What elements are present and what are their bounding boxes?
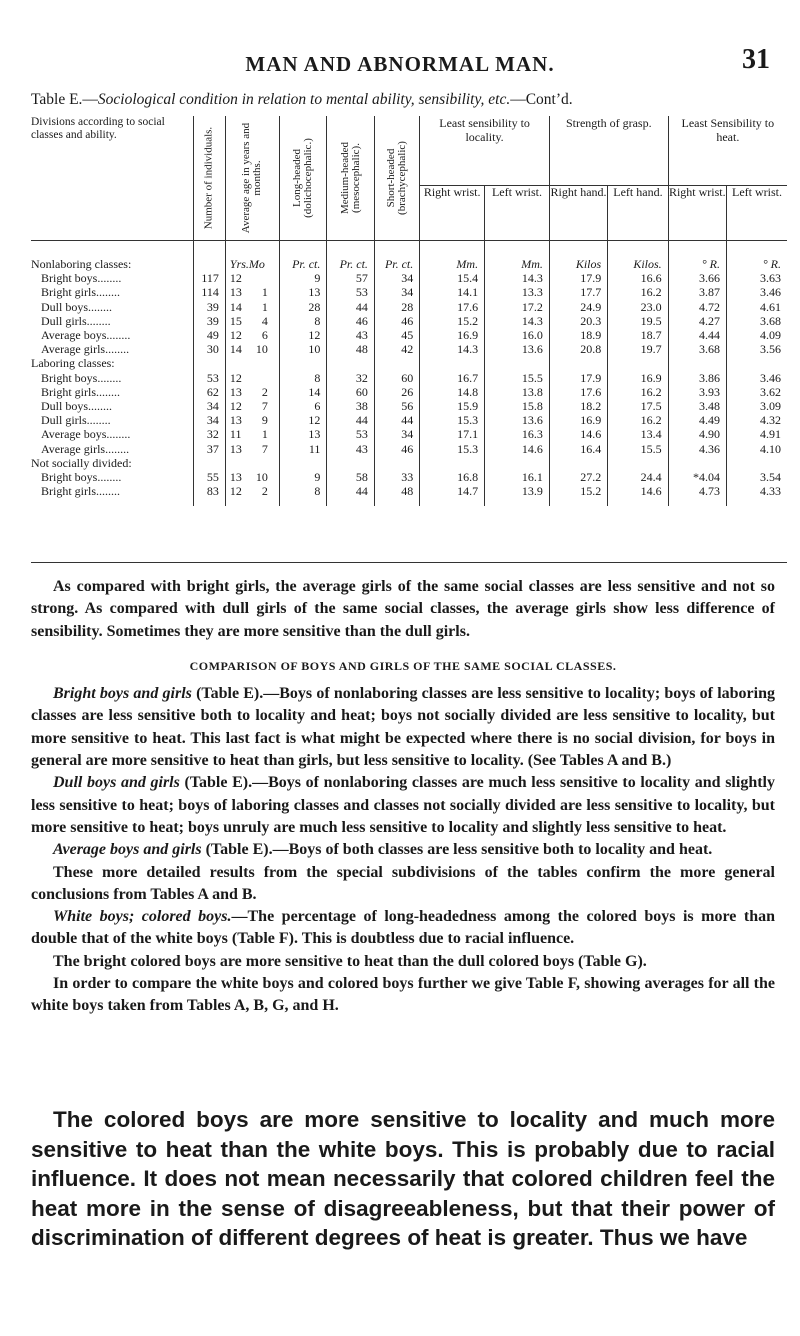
table-cell [327,356,375,370]
unit-label: Mm. [420,241,485,272]
paragraph: The bright colored boys are more sensitive to heat than the dull colored boys (Table G). [53,952,647,970]
cell-number: 39 [193,300,225,314]
cell-gl: 23.0 [608,300,668,314]
table-cell [549,356,607,370]
table-cell [327,456,375,470]
cell-med: 44 [327,413,375,427]
row-label: Average boys........ [41,328,131,343]
table-cell [225,356,279,370]
cell-number: 49 [193,328,225,342]
cell-gl: 13.4 [608,427,668,441]
cell-gl: 14.6 [608,484,668,506]
unit-label: Pr. ct. [374,241,419,272]
cell-number: 53 [193,371,225,385]
table-cell [420,456,485,470]
cell-hr: 3.66 [668,271,726,285]
unit-label [193,241,225,272]
table-cell [193,356,225,370]
cell-gl: 24.4 [608,470,668,484]
cell-lr: 17.6 [420,300,485,314]
table-group-header [31,456,787,470]
row-label: Dull girls........ [41,313,111,328]
paragraph: Dull boys and girls (Table E).—Boys of nonlaboring classes are much less sensitive to locality and slightly less sensitive to heat; boys of laboring classes and classes not socially divided are less sensitive to locality, but more sensitive to heat; boys unruly are much less sensitive to locality and slightly less sensitive to heat. [31,774,775,836]
caption-label: Table E. [31,91,83,108]
table-cell [485,356,550,370]
cell-short: 34 [374,427,419,441]
age-years: 13 [229,441,242,456]
row-label: Bright boys........ [41,370,122,385]
table-row [31,470,787,484]
cell-hl: 3.09 [726,399,787,413]
cell-hr: 4.72 [668,300,726,314]
header-age: Average age in years and months. [225,116,279,241]
cell-gr: 16.9 [549,413,607,427]
cell-hr: 3.68 [668,342,726,356]
table-cell [608,356,668,370]
cell-long: 9 [279,271,327,285]
cell-hr: 4.36 [668,442,726,456]
table-row [31,314,787,328]
age-years: 12 [229,328,242,343]
age-years: 15 [229,313,242,328]
age-years: 13 [229,285,242,300]
cell-age [225,470,279,484]
row-label: Bright girls........ [41,384,121,399]
cell-hl: 3.63 [726,271,787,285]
cell-hl: 4.91 [726,427,787,441]
cell-short: 56 [374,399,419,413]
cell-lr: 16.7 [420,371,485,385]
cell-short: 28 [374,300,419,314]
cell-hr: 4.44 [668,328,726,342]
row-label: Dull boys........ [41,299,113,314]
unit-label: Yrs.Mo [225,241,279,272]
cell-ll: 13.8 [485,385,550,399]
cell-hr: 3.48 [668,399,726,413]
header-right-wrist: Right wrist. [420,185,485,241]
table-cell [225,456,279,470]
paragraph: The colored boys are more sensitive to locality and much more sensitive to heat than the white boys. This is probably due to racial influence. It does not mean necessarily that colored children feel the heat more in the sense of disagreeableness, but that their power of discrimination of different degrees of heat is greater. Thus we have [31,1107,775,1250]
header-short-headed: Short-headed (brachycephalic) [374,116,419,241]
cell-short: 44 [374,413,419,427]
row-label: Average boys........ [41,427,131,442]
table-cell [608,456,668,470]
age-years: 13 [229,470,242,485]
header-grasp: Strength of grasp. [549,116,668,185]
cell-ll: 15.8 [485,399,550,413]
cell-lr: 16.8 [420,470,485,484]
cell-long: 13 [279,427,327,441]
age-years: 12 [229,484,242,499]
row-label: Bright boys........ [41,470,122,485]
cell-gr: 17.7 [549,285,607,299]
header-left-wrist: Left wrist. [485,185,550,241]
cell-gl: 16.2 [608,413,668,427]
cell-lr: 15.9 [420,399,485,413]
table-row [31,328,787,342]
cell-gr: 17.9 [549,371,607,385]
group-title: Not socially divided: [31,455,132,470]
age-years: 13 [229,413,242,428]
cell-number: 114 [193,285,225,299]
page-number: 31 [742,44,770,75]
cell-gr: 24.9 [549,300,607,314]
cell-med: 44 [327,300,375,314]
cell-hr: *4.04 [668,470,726,484]
age-months: 6 [261,328,268,343]
cell-age [225,399,279,413]
cell-age [225,385,279,399]
cell-lr: 15.2 [420,314,485,328]
cell-gr: 15.2 [549,484,607,506]
header-left-hand: Left hand. [608,185,668,241]
cell-gl: 17.5 [608,399,668,413]
cell-number: 34 [193,399,225,413]
age-years: 11 [229,427,242,442]
header-divisions: Divisions according to social classes and ability. [31,116,193,241]
cell-long: 13 [279,285,327,299]
cell-gr: 18.2 [549,399,607,413]
cell-hr: 4.49 [668,413,726,427]
header-number: Number of individuals. [193,116,225,241]
cell-gr: 17.6 [549,385,607,399]
cell-hl: 4.32 [726,413,787,427]
row-label: Bright girls........ [41,484,121,499]
cell-age [225,342,279,356]
table-cell [549,456,607,470]
table-body [31,241,787,507]
cell-age [225,484,279,506]
table-cell [279,456,327,470]
table-row [31,271,787,285]
header-medium-headed: Medium-headed (mesocephalic). [327,116,375,241]
group-title: Laboring classes: [31,356,115,371]
cell-hl: 4.61 [726,300,787,314]
table-cell [726,456,787,470]
cell-ll: 15.5 [485,371,550,385]
table-bottom-rule [31,562,787,563]
cell-ll: 16.0 [485,328,550,342]
table-cell [279,356,327,370]
data-table [31,116,787,506]
cell-lr: 16.9 [420,328,485,342]
cell-long: 14 [279,385,327,399]
cell-short: 42 [374,342,419,356]
age-months: 1 [261,285,268,300]
cell-ll: 14.3 [485,314,550,328]
section-title: COMPARISON OF BOYS AND GIRLS OF THE SAME SOCIAL CLASSES. [189,658,617,673]
cell-ll: 16.1 [485,470,550,484]
body-text [31,576,775,1018]
caption-title: Sociological condition in relation to mental ability, sensibility, etc. [97,91,511,108]
cell-lr: 15.3 [420,442,485,456]
cell-med: 46 [327,314,375,328]
age-months: 10 [255,342,268,357]
table-group-header [31,241,787,272]
cell-hr: 3.86 [668,371,726,385]
cell-med: 43 [327,328,375,342]
row-label: Dull girls........ [41,413,111,428]
cell-ll: 13.3 [485,285,550,299]
cell-long: 12 [279,328,327,342]
cell-short: 33 [374,470,419,484]
header-long-headed: Long-headed (dolichocephalic.) [279,116,327,241]
cell-gr: 16.4 [549,442,607,456]
cell-number: 117 [193,271,225,285]
table-row [31,342,787,356]
cell-lr: 15.3 [420,413,485,427]
table-row [31,484,787,506]
cell-age [225,427,279,441]
row-label: Bright girls........ [41,285,121,300]
table-row [31,300,787,314]
cell-hl: 3.56 [726,342,787,356]
age-years: 12 [229,370,242,385]
cell-gr: 20.8 [549,342,607,356]
cell-med: 38 [327,399,375,413]
age-years: 12 [229,399,242,414]
cell-short: 26 [374,385,419,399]
unit-label: ° R. [668,241,726,272]
paragraph: Average boys and girls (Table E).—Boys of both classes are less sensitive both to locality and heat. [53,841,713,859]
cell-ll: 13.9 [485,484,550,506]
cell-gr: 27.2 [549,470,607,484]
cell-age [225,328,279,342]
cell-age [225,413,279,427]
group-title: Nonlaboring classes: [31,257,132,271]
table-row [31,385,787,399]
age-months: 7 [261,441,268,456]
cell-short: 45 [374,328,419,342]
cell-long: 6 [279,399,327,413]
age-months: 4 [261,313,268,328]
cell-lr: 14.8 [420,385,485,399]
cell-hl: 3.68 [726,314,787,328]
table-cell [420,356,485,370]
paragraph: Bright boys and girls (Table E).—Boys of nonlaboring classes are less sensitive to locality; boys of laboring classes are less sensitive both to locality and heat; boys not socially divided are less sensitive to locality, but more sensitive to heat. This last fact is what might be expected where there is no social division, for boys in general are more sensitive to heat than girls, but less sensitive to locality. (See Tables A and B.) [31,685,775,770]
cell-hl: 3.54 [726,470,787,484]
cell-age [225,442,279,456]
table-group-header [31,356,787,370]
cell-lr: 15.4 [420,271,485,285]
paragraph: As compared with bright girls, the average girls of the same social classes are less sensitive and not so strong. As compared with dull girls of the same social classes, the average girls show less difference of sensibility. Sometimes they are more sensitive than the dull girls. [31,578,775,640]
cell-lr: 14.3 [420,342,485,356]
cell-ll: 13.6 [485,342,550,356]
cell-number: 37 [193,442,225,456]
cell-lr: 14.7 [420,484,485,506]
header-right-wrist-heat: Right wrist. [668,185,726,241]
age-months: 2 [261,384,268,399]
cell-med: 48 [327,342,375,356]
cell-short: 34 [374,285,419,299]
cell-long: 9 [279,470,327,484]
row-label: Bright boys........ [41,271,122,286]
cell-med: 57 [327,271,375,285]
cell-age [225,271,279,285]
age-months: 2 [261,484,268,499]
cell-gr: 14.6 [549,427,607,441]
table-cell [726,356,787,370]
table-row [31,427,787,441]
cell-number: 62 [193,385,225,399]
header-right-hand: Right hand. [549,185,607,241]
cell-long: 11 [279,442,327,456]
age-months: 1 [261,299,268,314]
cell-gr: 18.9 [549,328,607,342]
table-cell [485,456,550,470]
table-cell [668,356,726,370]
row-label: Average girls........ [41,342,130,357]
table-caption: Table E.—Sociological condition in relation to mental ability, sensibility, etc.—Cont’d. [31,91,573,108]
table-row [31,442,787,456]
age-months: 7 [261,399,268,414]
unit-label: ° R. [726,241,787,272]
cell-gl: 19.7 [608,342,668,356]
cell-lr: 17.1 [420,427,485,441]
cell-hl: 3.62 [726,385,787,399]
emphasized-text [31,1105,775,1253]
unit-label: Pr. ct. [279,241,327,272]
cell-med: 44 [327,484,375,506]
cell-med: 43 [327,442,375,456]
header-locality: Least sensibility to locality. [420,116,550,185]
table-row [31,399,787,413]
unit-label: Pr. ct. [327,241,375,272]
cell-short: 60 [374,371,419,385]
unit-label: Kilos. [608,241,668,272]
age-years: 14 [229,299,242,314]
cell-ll: 16.3 [485,427,550,441]
cell-hl: 3.46 [726,371,787,385]
cell-hr: 3.93 [668,385,726,399]
table-cell [374,456,419,470]
cell-number: 55 [193,470,225,484]
table-row [31,413,787,427]
cell-gr: 17.9 [549,271,607,285]
age-years: 13 [229,384,242,399]
cell-hl: 3.46 [726,285,787,299]
cell-gl: 16.2 [608,385,668,399]
cell-short: 46 [374,314,419,328]
cell-hl: 4.09 [726,328,787,342]
cell-long: 10 [279,342,327,356]
page-header [0,44,800,82]
running-head: MAN AND ABNORMAL MAN. [245,52,555,76]
cell-age [225,285,279,299]
cell-gl: 16.2 [608,285,668,299]
table-row [31,371,787,385]
unit-label: Mm. [485,241,550,272]
table-row [31,285,787,299]
table-cell [668,456,726,470]
cell-number: 83 [193,484,225,506]
cell-gl: 16.9 [608,371,668,385]
cell-short: 46 [374,442,419,456]
cell-number: 32 [193,427,225,441]
cell-age [225,300,279,314]
age-years: 12 [229,271,242,286]
paragraph: In order to compare the white boys and colored boys further we give Table F, showing averages for all the white boys taken from Tables A, B, G, and H. [31,975,775,1015]
cell-med: 60 [327,385,375,399]
cell-hr: 4.90 [668,427,726,441]
table-cell [193,456,225,470]
cell-med: 58 [327,470,375,484]
age-months: 9 [261,413,268,428]
cell-short: 48 [374,484,419,506]
cell-long: 28 [279,300,327,314]
cell-gr: 20.3 [549,314,607,328]
cell-med: 53 [327,427,375,441]
paragraph: White boys; colored boys.—The percentage of long-headedness among the colored boys is more than double that of the white boys (Table F). This is doubtless due to racial influence. [31,908,775,948]
cell-number: 34 [193,413,225,427]
cell-gl: 16.6 [608,271,668,285]
cell-gl: 19.5 [608,314,668,328]
cell-hl: 4.33 [726,484,787,506]
cell-ll: 14.3 [485,271,550,285]
cell-gl: 18.7 [608,328,668,342]
paragraph: These more detailed results from the special subdivisions of the tables confirm the more general conclusions from Tables A and B. [31,863,775,903]
cell-long: 12 [279,413,327,427]
age-years: 14 [229,342,242,357]
cell-age [225,314,279,328]
cell-long: 8 [279,484,327,506]
header-heat: Least Sensibility to heat. [668,116,787,185]
cell-hl: 4.10 [726,442,787,456]
cell-hr: 4.73 [668,484,726,506]
cell-long: 8 [279,314,327,328]
cell-med: 53 [327,285,375,299]
row-label: Dull boys........ [41,399,113,414]
cell-number: 39 [193,314,225,328]
age-months: 1 [261,427,268,442]
caption-suffix: Cont’d. [525,91,573,108]
cell-age [225,371,279,385]
cell-long: 8 [279,371,327,385]
cell-med: 32 [327,371,375,385]
age-months: 10 [255,470,268,485]
header-left-wrist-heat: Left wrist. [726,185,787,241]
cell-hr: 3.87 [668,285,726,299]
cell-gl: 15.5 [608,442,668,456]
cell-ll: 14.6 [485,442,550,456]
cell-ll: 13.6 [485,413,550,427]
cell-short: 34 [374,271,419,285]
table-cell [374,356,419,370]
cell-hr: 4.27 [668,314,726,328]
cell-lr: 14.1 [420,285,485,299]
cell-ll: 17.2 [485,300,550,314]
unit-label: Kilos [549,241,607,272]
cell-number: 30 [193,342,225,356]
row-label: Average girls........ [41,441,130,456]
